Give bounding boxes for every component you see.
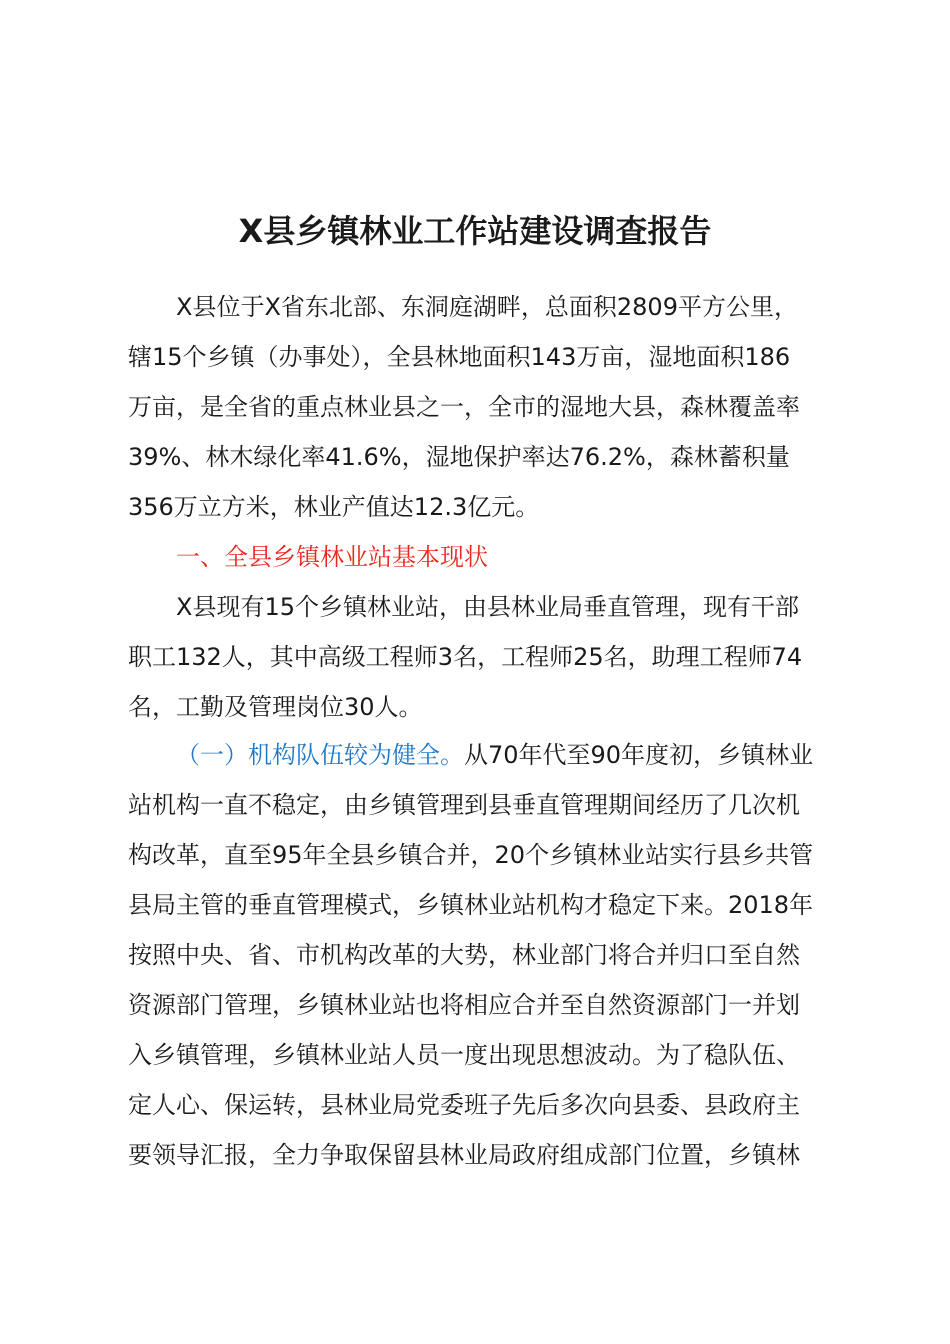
subsection-1-line-2: 站机构一直不稳定，由乡镇管理到县垂直管理期间经历了几次机 [128,791,800,819]
subsection-1-line-4: 县局主管的垂直管理模式，乡镇林业站机构才稳定下来。2018年 [128,891,814,919]
paragraph-1-line-3: 万亩，是全省的重点林业县之一，全市的湿地大县，森林覆盖率 [128,393,800,421]
subsection-1-line-5: 按照中央、省、市机构改革的大势，林业部门将合并归口至自然 [128,941,800,969]
paragraph-1-line-4: 39%、林木绿化率41.6%，湿地保护率达76.2%，森林蓄积量 [128,443,790,471]
document-title: X县乡镇林业工作站建设调查报告 [238,212,712,250]
paragraph-1-line-1: X县位于X省东北部、东洞庭湖畔，总面积2809平方公里， [176,293,798,321]
subsection-1-line-9: 要领导汇报，全力争取保留县林业局政府组成部门位置，乡镇林 [128,1141,800,1169]
paragraph-1-line-5: 356万立方米，林业产值达12.3亿元。 [128,493,540,521]
subsection-1-first-line-text: 从70年代至90年度初，乡镇林业 [464,741,814,769]
paragraph-2-line-2: 职工132人，其中高级工程师3名，工程师25名，助理工程师74 [128,643,803,671]
subsection-1-line-3: 构改革，直至95年全县乡镇合并，20个乡镇林业站实行县乡共管 [128,841,814,869]
subsection-1-line-8: 定人心、保运转，县林业局党委班子先后多次向县委、县政府主 [128,1091,800,1119]
paragraph-2-line-1: X县现有15个乡镇林业站，由县林业局垂直管理，现有干部 [176,593,799,621]
subsection-1-first-line [128,730,868,780]
subsection-1-line-6: 资源部门管理，乡镇林业站也将相应合并至自然资源部门一并划 [128,991,800,1019]
subsection-1-heading: （一）机构队伍较为健全。 [176,741,464,769]
paragraph-2-line-3: 名，工勤及管理岗位30人。 [128,693,423,721]
paragraph-1-line-2: 辖15个乡镇（办事处），全县林地面积143万亩，湿地面积186 [128,343,791,371]
section-1-heading: 一、全县乡镇林业站基本现状 [176,543,488,571]
subsection-1-line-7: 入乡镇管理，乡镇林业站人员一度出现思想波动。为了稳队伍、 [128,1041,800,1069]
